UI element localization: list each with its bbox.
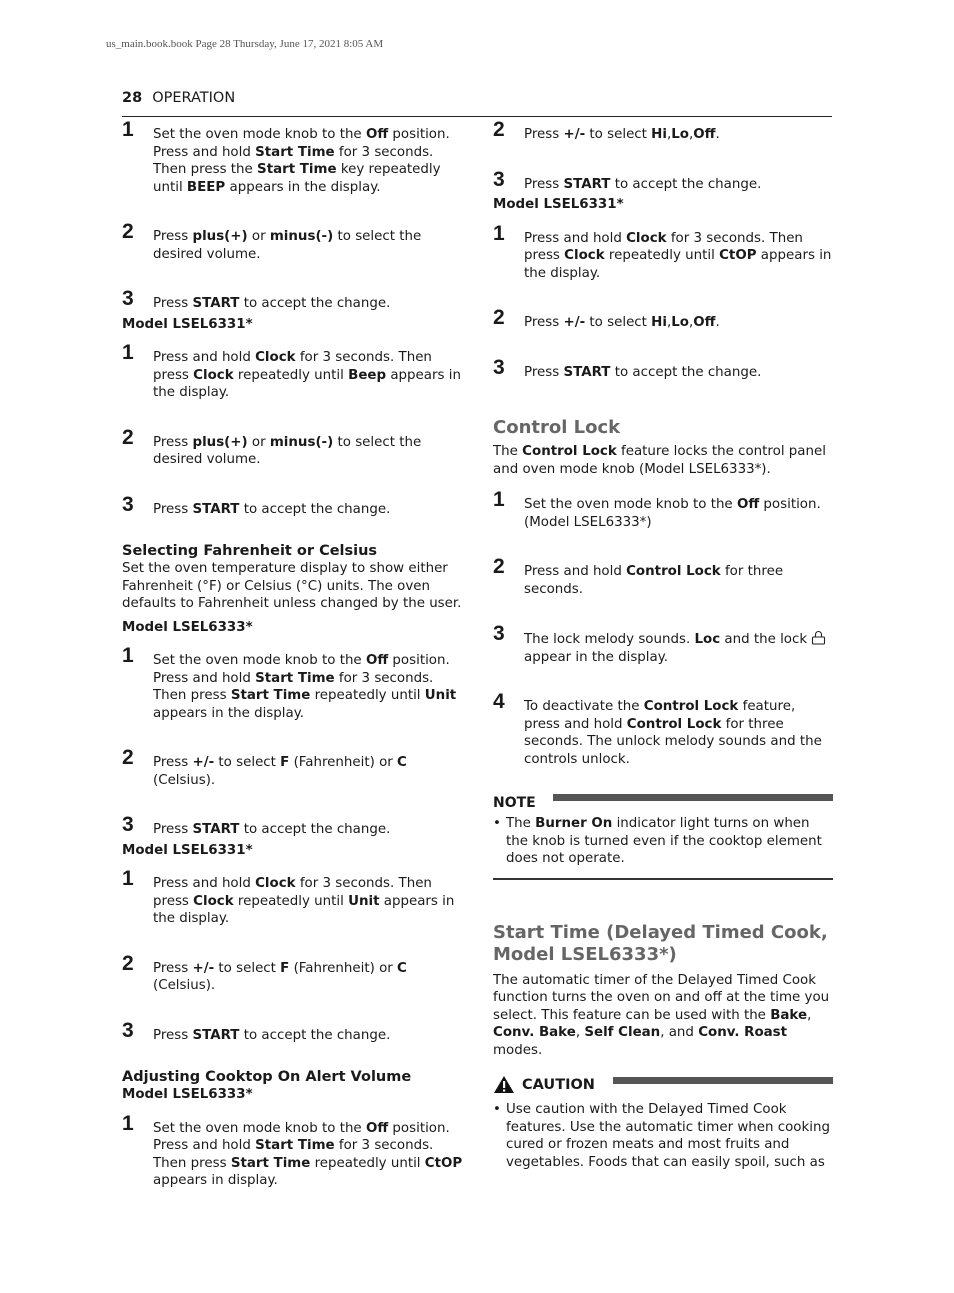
step-text: Set the oven mode knob to the Off position. (Model LSEL6333*)	[524, 497, 821, 530]
caution-title	[493, 1075, 605, 1094]
step-number: 2	[122, 220, 134, 243]
step-number: 1	[122, 644, 134, 667]
step-group	[122, 867, 467, 1044]
step-item	[122, 425, 467, 469]
step-number: 2	[122, 951, 134, 975]
step-item	[122, 644, 467, 722]
step-group	[122, 341, 467, 518]
step-number: 2	[122, 746, 134, 769]
step-text: Set the oven mode knob to the Off position. Press and hold Start Time for 3 seconds. Then press Start Time repeatedly until CtOP appears in display.	[153, 1120, 463, 1188]
step-number: 1	[122, 1111, 134, 1135]
step-text-tail: appear in the display.	[524, 649, 669, 665]
step-number: 2	[122, 425, 134, 449]
step-item	[122, 220, 467, 263]
step-item	[122, 287, 467, 313]
model-label: Model LSEL6331*	[122, 316, 253, 332]
step-item	[493, 118, 833, 144]
step-item	[493, 555, 833, 598]
step-text: Press and hold Control Lock for three seconds.	[524, 564, 784, 597]
step-item	[493, 221, 833, 283]
step-text: Set the oven mode knob to the Off position. Press and hold Start Time for 3 seconds. Then press Start Time repeatedly until Unit appears in the display.	[153, 653, 457, 721]
step-number: 3	[493, 622, 505, 645]
step-text: Set the oven mode knob to the Off position. Press and hold Start Time for 3 seconds. Then press the Start Time key repeatedly until BEEP appears in the display.	[153, 127, 450, 195]
paragraph: Set the oven temperature display to show either Fahrenheit (°F) or Celsius (°C) units. The oven defaults to Fahrenheit unless changed by the user.	[122, 561, 462, 611]
step-item	[122, 746, 467, 789]
step-group	[122, 118, 467, 313]
model-label: Model LSEL6333*	[122, 619, 253, 635]
paragraph: The Control Lock feature locks the control panel and oven mode knob (Model LSEL6333*).	[493, 444, 826, 477]
step-group	[493, 118, 833, 193]
step-number: 3	[122, 287, 134, 310]
step-text: Press plus(+) or minus(-) to select the desired volume.	[153, 434, 422, 467]
step-item	[122, 813, 467, 839]
caution-bullet: • Use caution with the Delayed Timed Cook features. Use the automatic timer when cooking cured or frozen meats and most fruits and vegetables. Foods that can easily spoil, such as	[493, 1101, 833, 1171]
caution-box	[493, 1075, 833, 1171]
step-text: Press and hold Clock for 3 seconds. Then press Clock repeatedly until Beep appears in the display.	[153, 350, 461, 400]
note-rule	[553, 794, 833, 801]
lock-icon	[811, 630, 826, 645]
step-text: Press and hold Clock for 3 seconds. Then press Clock repeatedly until Unit appears in the display.	[153, 876, 455, 926]
step-item	[493, 306, 833, 332]
caution-rule	[613, 1077, 833, 1084]
step-text: The lock melody sounds. Loc and the lock appear in the display.	[524, 630, 833, 666]
step-group	[493, 221, 833, 382]
print-slug: us_main.book.book Page 28 Thursday, June 17, 2021 8:05 AM	[106, 38, 384, 50]
caution-label: CAUTION	[522, 1076, 595, 1093]
step-number: 3	[122, 813, 134, 836]
step-number: 4	[493, 690, 505, 713]
note-bullet: • The Burner On indicator light turns on when the knob is turned even if the cooktop element does not operate.	[493, 815, 833, 868]
section-heading: Selecting Fahrenheit or Celsius	[122, 543, 378, 559]
paragraph: The automatic timer of the Delayed Timed Cook function turns the oven on and off at the time you select. This feature can be used with the Bake, Conv. Bake, Self Clean, and Conv. Roast modes.	[493, 972, 830, 1058]
step-text: Press +/- to select Hi,Lo,Off.	[524, 127, 720, 142]
step-item	[493, 355, 833, 382]
step-text: Press and hold Clock for 3 seconds. Then press Clock repeatedly until CtOP appears in the display.	[524, 230, 832, 281]
step-item	[122, 341, 467, 402]
model-label: Model LSEL6331*	[493, 197, 624, 212]
step-text: Press START to accept the change.	[524, 176, 762, 192]
step-item	[122, 951, 467, 995]
step-number: 3	[122, 492, 134, 516]
step-text: Press START to accept the change.	[153, 1027, 391, 1043]
step-item	[122, 492, 467, 519]
step-text: Press START to accept the change.	[153, 296, 391, 311]
step-group	[122, 644, 467, 839]
step-number: 1	[493, 221, 505, 245]
step-group	[122, 1111, 467, 1190]
note-box	[493, 792, 833, 880]
step-number: 1	[122, 118, 134, 141]
section-heading: Adjusting Cooktop On Alert Volume	[122, 1069, 412, 1085]
left-column	[122, 118, 467, 1190]
step-number: 2	[493, 555, 505, 578]
step-item	[493, 690, 833, 768]
step-number: 3	[493, 355, 505, 379]
step-text: Press START to accept the change.	[524, 364, 762, 380]
step-text: Press +/- to select F (Fahrenheit) or C (Celsius).	[153, 960, 407, 993]
step-item	[493, 488, 833, 531]
right-column	[493, 118, 833, 1171]
step-number: 2	[493, 306, 505, 329]
step-item	[493, 167, 833, 194]
start-time-heading: Start Time (Delayed Timed Cook, Model LSEL6333*)	[493, 921, 828, 965]
model-label: Model LSEL6333*	[122, 1087, 253, 1102]
step-item	[122, 867, 467, 928]
model-label: Model LSEL6331*	[122, 842, 253, 858]
step-item	[122, 1111, 467, 1190]
step-text: Press START to accept the change.	[153, 501, 391, 517]
step-number: 1	[493, 488, 505, 511]
step-text: To deactivate the Control Lock feature, press and hold Control Lock for three seconds. The unlock melody sounds and the controls unlock.	[524, 699, 822, 767]
step-number: 1	[122, 867, 134, 890]
step-number: 3	[122, 1018, 134, 1042]
warning-triangle-icon	[493, 1075, 515, 1094]
step-text: Press +/- to select Hi,Lo,Off.	[524, 315, 720, 330]
step-item	[122, 1018, 467, 1045]
step-group	[493, 488, 833, 768]
step-number: 3	[493, 167, 505, 191]
step-text: Press START to accept the change.	[153, 822, 391, 837]
step-item	[493, 622, 833, 666]
control-lock-heading: Control Lock	[493, 417, 621, 438]
step-item	[122, 118, 467, 196]
page-header	[122, 90, 832, 117]
page-number: 28	[122, 90, 143, 106]
step-text: Press plus(+) or minus(-) to select the desired volume.	[153, 229, 422, 262]
step-number: 1	[122, 341, 134, 364]
step-number: 2	[493, 118, 505, 141]
section-title: OPERATION	[152, 90, 236, 106]
step-text: Press +/- to select F (Fahrenheit) or C (Celsius).	[153, 755, 407, 788]
note-title: NOTE	[493, 795, 544, 811]
